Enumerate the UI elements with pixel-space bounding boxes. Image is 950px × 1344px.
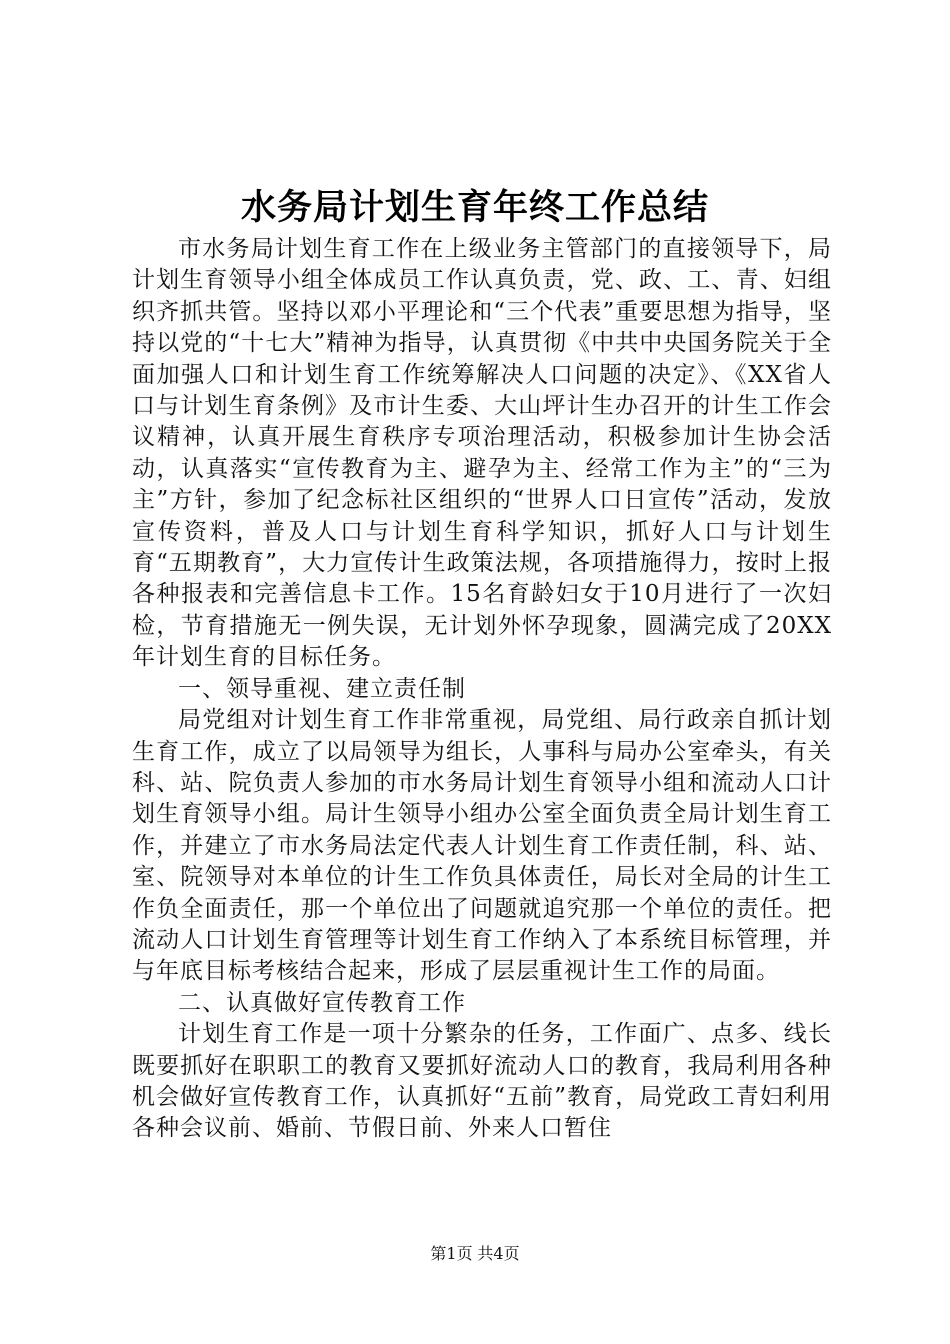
- paragraph-section-2: 计划生育工作是一项十分繁杂的任务，工作面广、点多、线长既要抓好在职职工的教育又要抓好流动人口的教育，我局利用各种机会做好宣传教育工作，认真抓好“五前”教育，局党政工青妇利用各种会议前、婚前、节假日前、外来人口暂住: [132, 1021, 832, 1142]
- paragraph-section-1: 局党组对计划生育工作非常重视，局党组、局行政亲自抓计划生育工作，成立了以局领导为组长，人事科与局办公室牵头，有关科、站、院负责人参加的市水务局计划生育领导小组和流动人口计划生育领导小组。局计生领导小组办公室全面负责全局计划生育工作，并建立了市水务局法定代表人计划生育工作责任制，科、站、室、院领导对本单位的计生工作负具体责任，局长对全局的计生工作负全面责任，那一个单位出了问题就追究那一个单位的责任。把流动人口计划生育管理等计划生育工作纳入了本系统目标管理，并与年底目标考核结合起来，形成了层层重视计生工作的局面。: [132, 707, 832, 985]
- page-footer: [0, 1244, 950, 1264]
- page-number: 第1页: [430, 1244, 473, 1263]
- paragraph-intro: 市水务局计划生育工作在上级业务主管部门的直接领导下，局计划生育领导小组全体成员工作认真负责，党、政、工、青、妇组织齐抓共管。坚持以邓小平理论和“三个代表”重要思想为指导，坚持以党的“十七大”精神为指导，认真贯彻《中共中央国务院关于全面加强人口和计划生育工作统筹解决人口问题的决定》、《XX省人口与计划生育条例》及市计生委、大山坪计生办召开的计生工作会议精神，认真开展生育秩序专项治理活动，积极参加计生协会活动，认真落实“宣传教育为主、避孕为主、经常工作为主”的“三为主”方针，参加了纪念标社区组织的“世界人口日宣传”活动，发放宣传资料，普及人口与计划生育科学知识，抓好人口与计划生育“五期教育”，大力宣传计生政策法规，各项措施得力，按时上报各种报表和完善信息卡工作。15名育龄妇女于10月进行了一次妇检，节育措施无一例失误，无计划外怀孕现象，圆满完成了20XX年计划生育的目标任务。: [132, 236, 832, 671]
- section-heading-1: 一、领导重视、建立责任制: [178, 675, 466, 702]
- page-total: 共4页: [477, 1244, 520, 1263]
- section-heading-2: 二、认真做好宣传教育工作: [178, 989, 466, 1016]
- document-title: 水务局计划生育年终工作总结: [240, 188, 709, 228]
- document-body: [132, 234, 832, 1145]
